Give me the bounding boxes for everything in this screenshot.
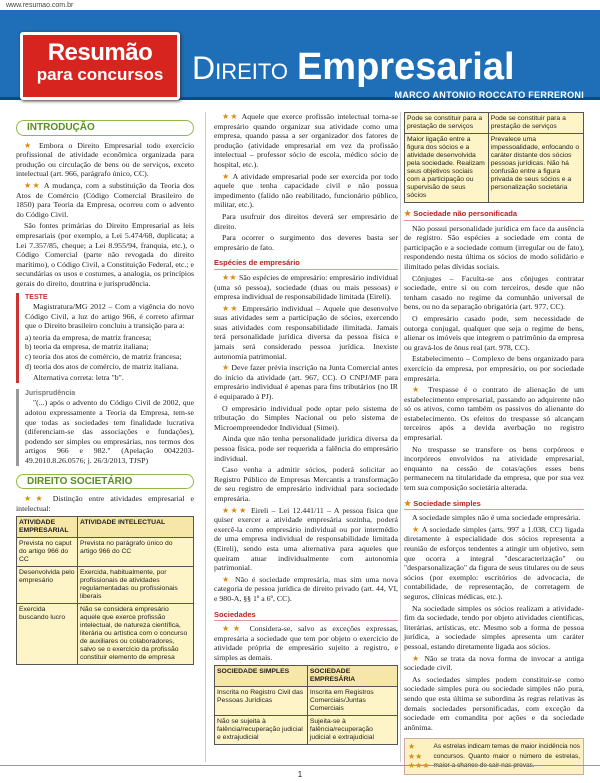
paragraph: Cônjuges – Faculta-se aos cônjuges contratar sociedade, entre si ou com terceiros, desde que não tenham casado no regime da comunhão universal de bens, ou no da separação obrigatória (art. 977, CC). <box>404 273 584 312</box>
star-icon: ★ <box>24 140 35 150</box>
paragraph: ★★ São espécies de empresário: empresário individual (uma só pessoa), sociedade (duas ou mais pessoas) e empresa individual de responsabilidade limitada (Eireli). <box>214 272 398 302</box>
table-row: Pode se constituir para a prestação de serviços Pode se constituir para a prestação de serviços <box>405 113 584 134</box>
paragraph: ★ Trespasse é o contrato de alienação de um estabelecimento empresarial, passando ao adquirente não só os ativos, como também os passivos do alienante do estabelecimento. Os efeitos do trespasse só alcançam terceiros após a devida averbação no registro empresarial. <box>404 385 585 443</box>
teste-label: TESTE <box>25 293 48 301</box>
resumao-logo <box>20 32 180 100</box>
section-intro-title: INTRODUÇÃO <box>16 120 194 136</box>
paragraph: ★★ Distinção entre atividades empresarial e intelectual: <box>16 494 195 513</box>
table-row: Não se sujeita à falência/recuperação judicial e extrajudicial Sujeita-se à falência/recuperação judicial e extrajudicial <box>215 716 398 745</box>
paragraph: O empresário individual pode optar pelo sistema de tributação do Simples Nacional ou pelo sistema de Microempreendedor Individual (Simei). <box>214 403 398 432</box>
column-1 <box>16 112 194 668</box>
table-row: Maior ligação entre a figura dos sócios e a atividade desenvolvida pela sociedade. Realizam seus objetivos sociais com a participação ou supervisão de seus sócios Prevalece uma impessoalidade, enfocando o caráter distante dos sócios pessoas jurídicas. Não há confusão entre a figura privada de seus sócios e a personalização societária <box>405 134 584 203</box>
star-icon: ★ <box>404 209 412 218</box>
section-societario-title: DIREITO SOCIETÁRIO <box>16 474 194 490</box>
star-icon: ★ <box>412 524 420 534</box>
paragraph: O empresário casado pode, sem necessidade de outorga conjugal, qualquer que seja o regime de bens, alienar os imóveis que integrem o patrimônio da empresa ou gravá-los de ônus real (art. 978, CC). <box>404 313 584 352</box>
column-divider <box>205 112 206 762</box>
table-header: ATIVIDADE INTELECTUAL <box>77 517 193 538</box>
paragraph: ★★ A mudança, com a substituição da Teoria dos Atos de Comércio (Código Comercial Brasileiro de 1850) para Teoria da Empresa, ocorreu com o advento do Código Civil. <box>16 180 194 219</box>
table-header: SOCIEDADE SIMPLES <box>215 666 308 687</box>
star-icon: ★ <box>404 498 412 508</box>
teste-option-b: b) teoria da empresa, de matriz italiana; <box>25 342 149 352</box>
paragraph: ★ Não se trata da nova forma de invocar a antiga sociedade civil. <box>404 653 585 673</box>
subsection-especies: Espécies de empresário <box>214 258 398 270</box>
page-title <box>192 48 515 87</box>
legend-text: As estrelas indicam temas de maior incidência nos concursos. Quanto maior o número de estrelas, maior a chance de cair nas provas. <box>433 743 580 770</box>
jurisprudencia-box <box>16 389 194 466</box>
jurisprudencia-label: Jurisprudência <box>25 389 76 397</box>
star-icon: ★ <box>222 363 230 373</box>
paragraph: ★ Não é sociedade empresária, mas sim uma nova categoria de pessoa jurídica de direito privado (art. 44, VI, e 980-A, §§ 1º a 6º, CC). <box>214 574 399 603</box>
paragraph: ★★ Aquele que exerce profissão intelectual torna-se empresário quando organizar sua atividade como uma empresa, quando passa a ser organizador dos fatores de produção (atividade empresarial em vez da profissão intelectual – professor sócio de escola, médico sócio de hospital, etc.). <box>214 112 398 169</box>
header-banner <box>0 10 600 100</box>
paragraph: ★★ Empresário individual – Aquele que desenvolve suas atividades sem a participação de sócios, exercendo suas atividades com responsabilidade ilimitada. Jamais terá personalidade jurídica diversa da pessoa física e jamais será considerado pessoa jurídica. Inexiste autonomia patrimonial. <box>214 303 399 361</box>
column-3 <box>404 112 584 775</box>
star-icon: ★★ <box>222 112 239 121</box>
title-part2: Empresarial <box>296 46 515 88</box>
table-row: Inscrita no Registro Civil das Pessoas Jurídicas Inscrita em Registros Comerciais/Juntas Comerciais <box>215 687 398 716</box>
subsection-sociedades: Sociedades <box>214 610 398 622</box>
site-url[interactable]: www.resumao.com.br <box>6 2 74 9</box>
teste-question: Magistratura/MG 2012 – Com a vigência do novo Código Civil, a luz do artigo 966, é correto afirmar que o Direito brasileiro concluiu a transição para a: <box>25 302 194 331</box>
paragraph: ★★★ Eireli – Lei 12.441/11 – A pessoa física que quiser exercer a atividade empresária sozinha, poderá exercê-la como empresário individual ou por intermédio de uma empresa individual de responsabilidade limitada (Eireli), sendo esta uma alternativa para aqueles que queiram atuar individualmente com autonomia patrimonial. <box>214 505 399 573</box>
table-row: Prevista no caput do artigo 966 do CC Prevista no parágrafo único do artigo 966 do CC <box>17 538 194 567</box>
teste-option-a: a) teoria da empresa, de matriz francesa; <box>25 332 152 342</box>
paragraph: Para usufruir dos direitos deverá ser empresário de direito. <box>214 211 398 231</box>
star-icon: ★★ <box>222 303 239 313</box>
paragraph: Não possui personalidade jurídica em face da ausência de registro. São espécies a sociedade em conta de participação e a sociedade comum (irregular ou de fato), respondendo nesta última os sócios de modo solidário e ilimitado pelas dívidas sociais. <box>404 223 584 271</box>
page-number: 1 <box>297 770 303 779</box>
paragraph: ★ A sociedade simples (arts. 997 a 1.038, CC) ligada diretamente à especialidade dos sócios representa a reunião de esforços tendentes a atingir um objetivo, sem que ocorra a integral "descaracterização" ou "desparsonalização" da figura de seus titulares ou de seus sócios (por exemplo: escritórios de advocacia, de contabilidade, de representação, de corretagem de seguros, clínicas médicas, etc.). <box>404 524 585 601</box>
table-header: ATIVIDADE EMPRESARIAL <box>17 517 78 538</box>
star-icon: ★★ <box>24 494 47 504</box>
star-icon: ★★ <box>222 624 244 634</box>
sociedades-table <box>214 665 398 745</box>
author: MARCO ANTONIO ROCCATO FERRERONI <box>394 90 584 100</box>
paragraph: ★★ Considera-se, salvo as exceções expressas, empresária a sociedade que tem por objeto o exercício de atividade própria de empresário sujeito a registro, e simples as demais. <box>214 624 399 662</box>
title-part1: Direito <box>192 50 289 86</box>
logo-line1: Resumão <box>47 39 153 66</box>
subsection-sociedade-simples: ★ Sociedade simples <box>404 499 584 511</box>
paragraph: As sociedades simples podem constituir-se como sociedade simples pura ou sociedade simples não pura, sendo que esta última se subordina às regras relativas às demais sociedades personificadas, com exceção da sociedade em comandita por ações e da sociedade anônima. <box>404 674 584 732</box>
paragraph: ★ A atividade empresarial pode ser exercida por todo aquele que tenha capacidade civil e não possua impedimento (falido não reabilitado, funcionário público, militar, etc.). <box>214 171 398 210</box>
paragraph: Na sociedade simples os sócios realizam a atividade-fim da sociedade, tendo por objeto atividades científicas, literárias, artísticas, etc. Mesmo sob a forma de pessoa jurídica, a sociedade simples apresenta um caráter pessoal, estando diretamente ligada aos sócios. <box>404 603 584 651</box>
page-footer <box>0 765 600 783</box>
star-icon: ★ <box>222 574 232 584</box>
teste-box <box>16 293 194 383</box>
column-divider <box>400 112 401 762</box>
star-icon: ★★ <box>222 272 237 282</box>
jurisprudencia-text: "(...) após o advento do Código Civil de 2002, que adotou expressamente a Teoria da Empresa, tem-se que todas as sociedades tem finalidade lucrativa (diferenciam-se das associações e fundações), podendo ser simples ou empresárias, nos termos dos artigos 966 e 982." (Apelação 0042203-49.2010.8.26.0576; j. 26/3/2013, TJSP) <box>25 398 194 465</box>
paragraph: Ainda que não tenha personalidade jurídica diversa da pessoa física, pode ser requerida a falência do empresário individual. <box>214 434 398 463</box>
subsection-nao-personificada: ★ Sociedade não personificada <box>404 209 584 221</box>
star-icon: ★ <box>222 171 231 181</box>
table-header: SOCIEDADE EMPRESÁRIA <box>307 666 397 687</box>
table-row: Exercida buscando lucro Não se considera empresário aquele que exerce profissão intelectual, de natureza científica, literária ou artística com o concurso de auxiliares ou colaboradores, salvo se o exercício da profissão constituir elemento de empresa <box>17 604 194 665</box>
paragraph: Para ocorrer o surgimento dos deveres basta ser empresário de fato. <box>214 233 398 252</box>
paragraph: ★ Embora o Direito Empresarial todo exercício profissional de atividade econômica organizada para produção ou circulação de bens ou de serviços, exceto intelectual (art. 966, parágrafo único, CC). <box>16 140 195 179</box>
teste-option-c: c) teoria dos atos de comércio, de matriz francesa; <box>25 352 182 362</box>
atividade-table <box>16 516 194 665</box>
table-row: Desenvolvida pelo empresário Exercida, habitualmente, por profissionais de atividades regulamentadas ou profissionais liberais <box>17 567 194 604</box>
teste-option-d: d) teoria dos atos de comércio, de matriz italiana. <box>25 361 179 371</box>
star-icon: ★ <box>412 653 421 663</box>
star-icon: ★★★ <box>222 505 248 515</box>
logo-line2: para concursos <box>36 65 164 84</box>
column-2 <box>214 112 398 748</box>
paragraph: São fontes primárias do Direito Empresarial as leis empresariais (por exemplo, a Lei 5.474/68, duplicata; a Lei 7.357/85, cheque; a Lei 8.955/94, franquia, etc.), o Código Comercial (parte não revogada do direito marítimo), o Código Civil, a Constituição Federal, etc.; e secundárias os usos e costumes, a analogia, os princípios gerais do direito, doutrina e jurisprudência. <box>16 221 194 288</box>
paragraph: Caso venha a admitir sócios, poderá solicitar ao Registro Público de Empresas Mercantis a transformação de seu registro de empresário individual para sociedade empresária. <box>214 465 398 503</box>
star-icon: ★ ★★ ★★★ <box>408 742 430 771</box>
paragraph: Estabelecimento – Complexo de bens organizado para exercício da empresa, por empresário, ou por sociedade empresária. <box>404 354 584 383</box>
paragraph: ★ Deve fazer prévia inscrição na Junta Comercial antes do início da atividade (art. 967, CC). O CNPJ/MF para empresário individual é apenas para fins tributários (no IR é equiparado à PJ). <box>214 363 398 402</box>
teste-answer: Alternativa correta: letra "b". <box>33 373 124 383</box>
star-icon: ★★ <box>24 180 41 190</box>
paragraph: A sociedade simples não é uma sociedade empresária. <box>412 513 581 523</box>
star-icon: ★ <box>412 385 423 395</box>
paragraph: No trespasse se transfere os bens corpóreos e incorpóreos envolvidos na atividade empresarial, enquanto na cessão de cotas/ações esses bens permanecem na titularidade da empresa, que por sua vez tem sua composição societária alterada. <box>404 444 584 493</box>
sociedades-table-continued <box>404 112 584 203</box>
